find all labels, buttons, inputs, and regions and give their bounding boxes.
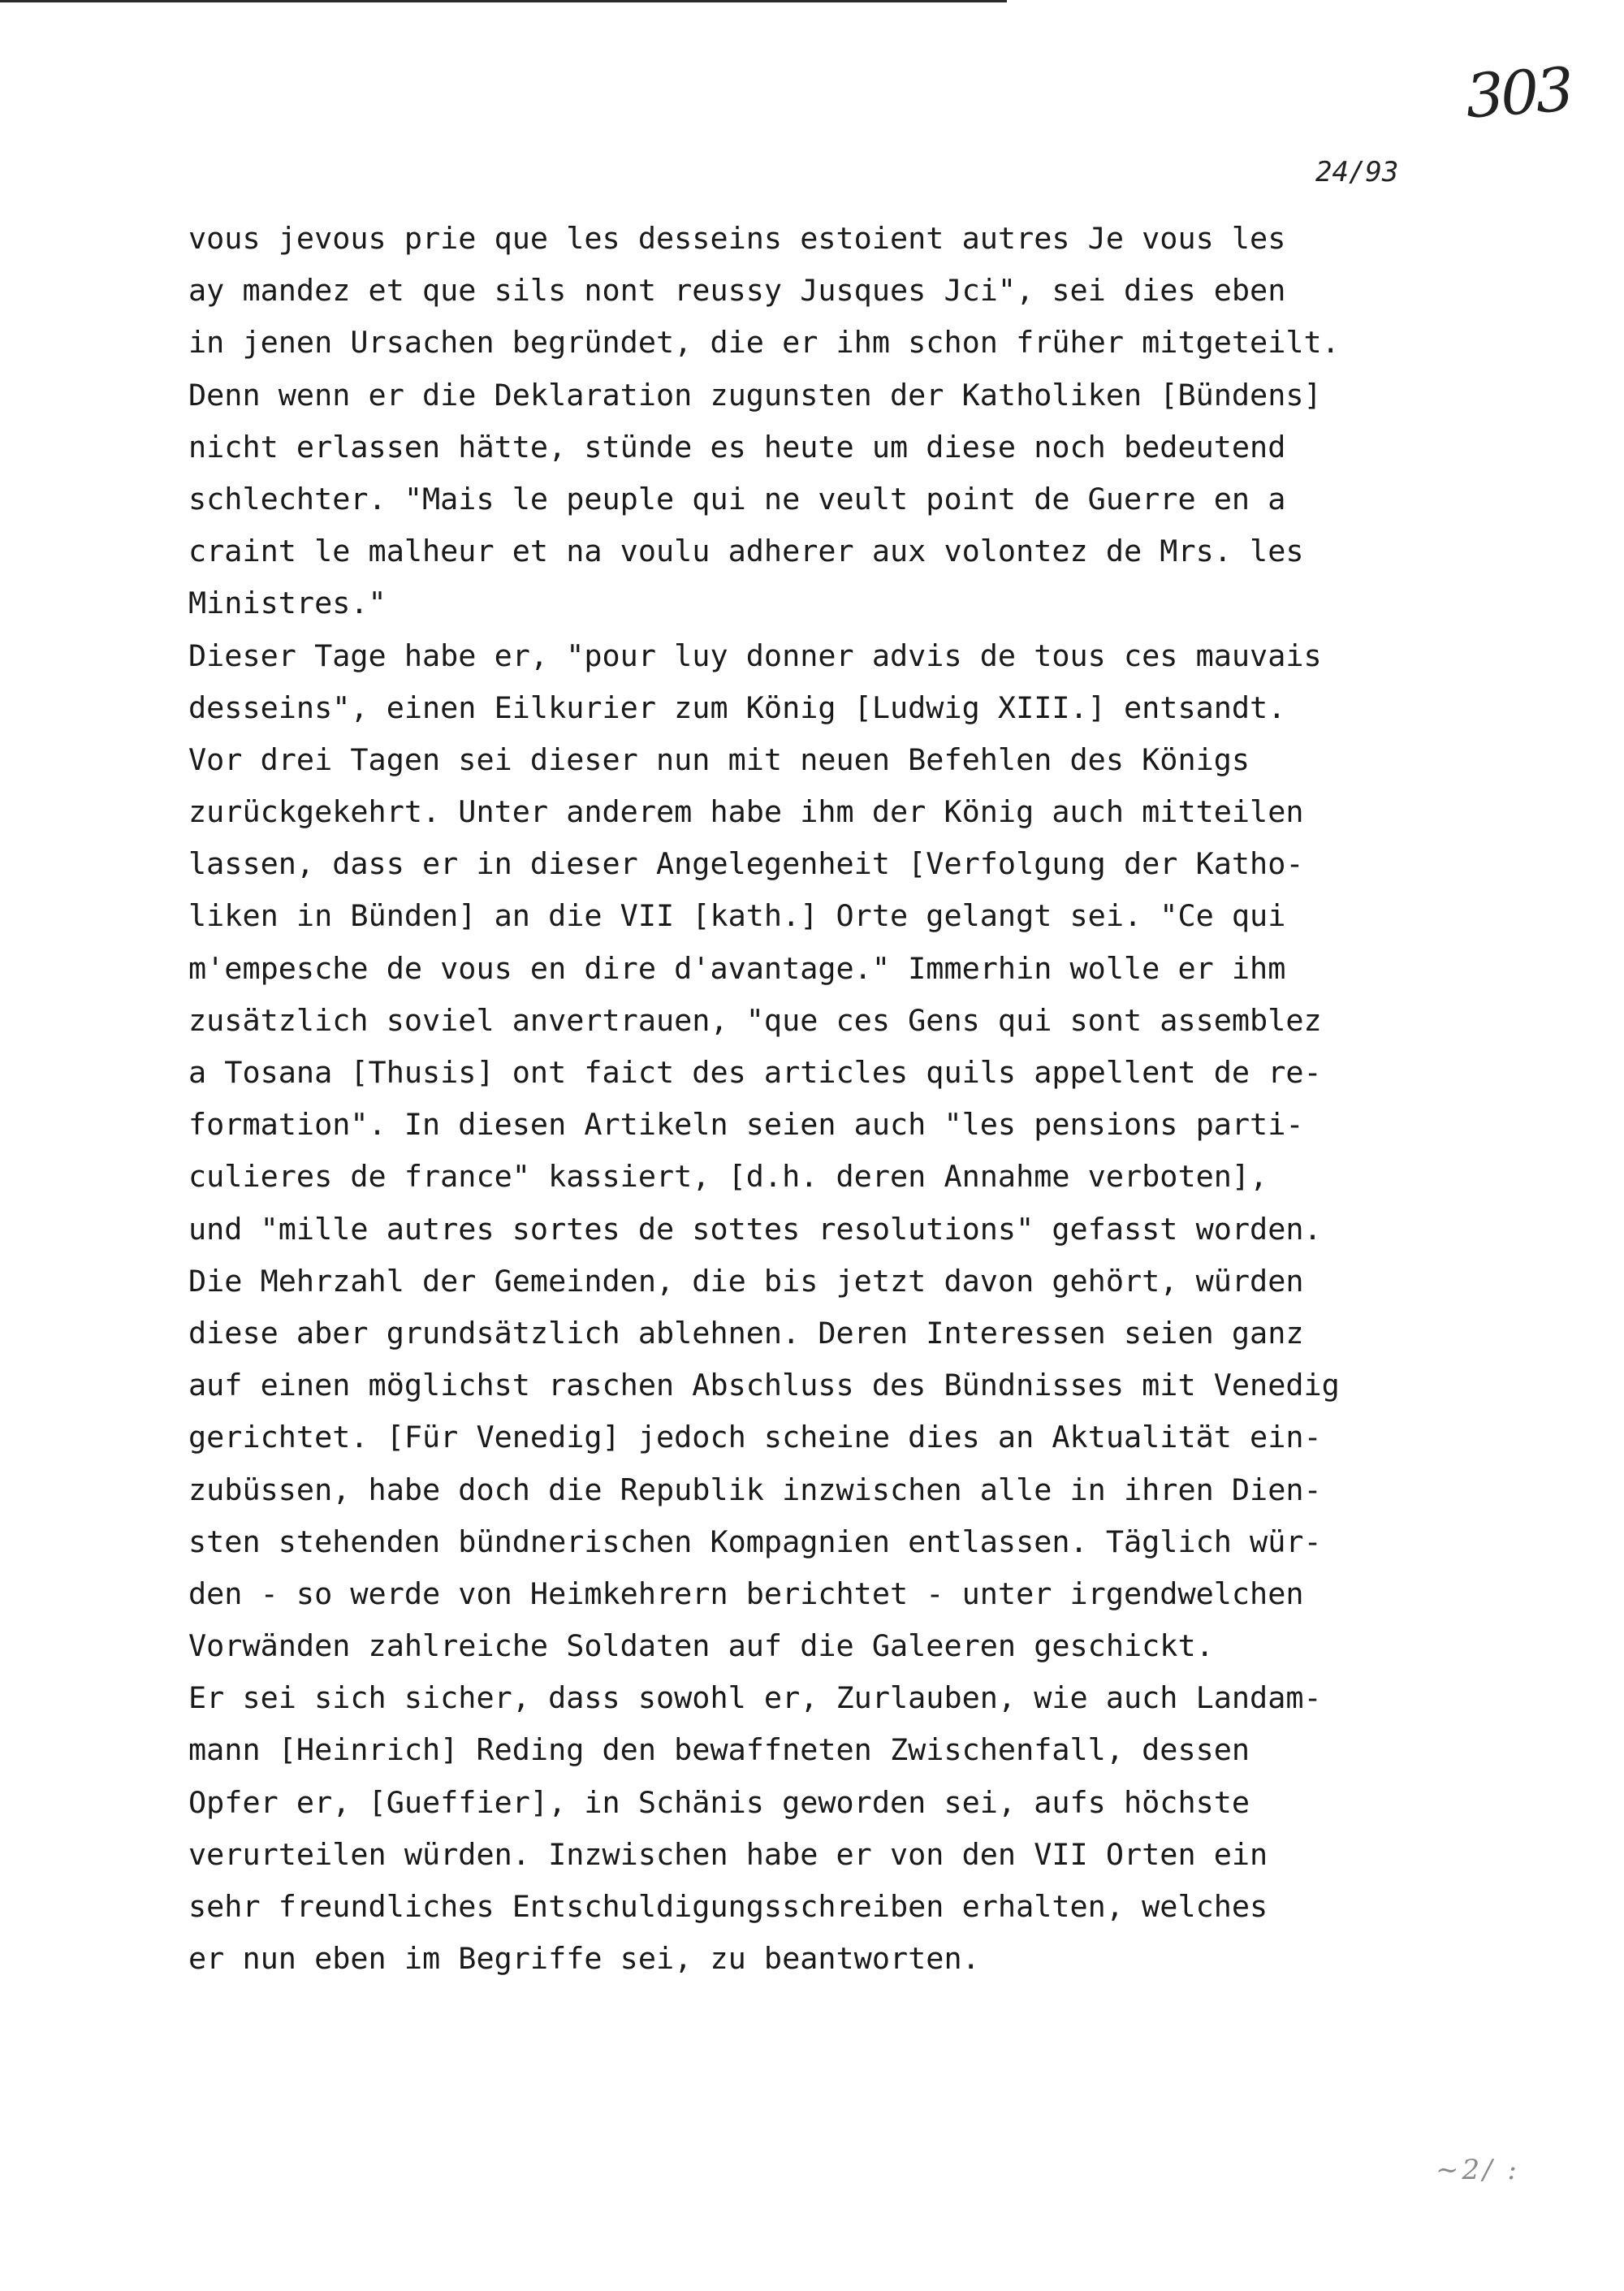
- text-line: Die Mehrzahl der Gemeinden, die bis jetzt davon gehört, würden: [188, 1263, 1304, 1299]
- text-line: zurückgekehrt. Unter anderem habe ihm der König auch mitteilen: [188, 794, 1304, 830]
- text-line: schlechter. "Mais le peuple qui ne veult point de Guerre en a: [188, 481, 1286, 517]
- text-line: Vorwänden zahlreiche Soldaten auf die Galeeren geschickt.: [188, 1628, 1214, 1664]
- text-line: liken in Bünden] an die VII [kath.] Orte gelangt sei. "Ce qui: [188, 898, 1286, 934]
- body-text: [188, 213, 1455, 1985]
- text-line: Vor drei Tagen sei dieser nun mit neuen Befehlen des Königs: [188, 741, 1250, 777]
- text-line: zusätzlich soviel anvertrauen, "que ces Gens qui sont assemblez: [188, 1002, 1322, 1038]
- text-line: Dieser Tage habe er, "pour luy donner advis de tous ces mauvais: [188, 638, 1322, 673]
- text-line: mann [Heinrich] Reding den bewaffneten Zwischenfall, dessen: [188, 1732, 1250, 1768]
- text-line: gerichtet. [Für Venedig] jedoch scheine dies an Aktualität ein-: [188, 1420, 1322, 1455]
- text-line: craint le malheur et na voulu adherer aux volontez de Mrs. les: [188, 534, 1304, 569]
- text-line: in jenen Ursachen begründet, die er ihm schon früher mitgeteilt.: [188, 325, 1340, 361]
- text-line: m'empesche de vous en dire d'avantage." Immerhin wolle er ihm: [188, 950, 1286, 986]
- text-line: Ministres.": [188, 586, 387, 621]
- text-line: formation". In diesen Artikeln seien auch "les pensions parti-: [188, 1107, 1304, 1143]
- scan-edge-line: [0, 0, 1007, 2]
- text-line: Denn wenn er die Deklaration zugunsten der Katholiken [Bündens]: [188, 377, 1322, 413]
- text-line: vous jevous prie que les desseins estoient autres Je vous les: [188, 221, 1286, 256]
- page-number: 24/93: [1315, 156, 1399, 188]
- text-line: verurteilen würden. Inzwischen habe er von den VII Orten ein: [188, 1836, 1268, 1872]
- text-line: diese aber grundsätzlich ablehnen. Deren Interessen seien ganz: [188, 1315, 1304, 1351]
- text-line: a Tosana [Thusis] ont faict des articles quils appellent de re-: [188, 1055, 1322, 1090]
- handwritten-corner-mark: ~2/ :: [1436, 2154, 1520, 2186]
- text-line: er nun eben im Begriffe sei, zu beantworten.: [188, 1941, 980, 1977]
- text-line: und "mille autres sortes de sottes resolutions" gefasst worden.: [188, 1211, 1322, 1247]
- text-line: Opfer er, [Gueffier], in Schänis geworden sei, aufs höchste: [188, 1784, 1250, 1820]
- text-line: ay mandez et que sils nont reussy Jusques Jci", sei dies eben: [188, 273, 1286, 309]
- text-line: lassen, dass er in dieser Angelegenheit [Verfolgung der Katho-: [188, 846, 1304, 882]
- text-line: desseins", einen Eilkurier zum König [Ludwig XIII.] entsandt.: [188, 689, 1286, 725]
- text-line: zubüssen, habe doch die Republik inzwischen alle in ihren Dien-: [188, 1472, 1322, 1507]
- text-line: sten stehenden bündnerischen Kompagnien entlassen. Täglich wür-: [188, 1524, 1322, 1559]
- text-line: sehr freundliches Entschuldigungsschreiben erhalten, welches: [188, 1889, 1268, 1924]
- text-line: auf einen möglichst raschen Abschluss des Bündnisses mit Venedig: [188, 1368, 1340, 1403]
- text-line: culieres de france" kassiert, [d.h. deren Annahme verboten],: [188, 1159, 1268, 1195]
- text-line: Er sei sich sicher, dass sowohl er, Zurlauben, wie auch Landam-: [188, 1680, 1322, 1716]
- text-line: nicht erlassen hätte, stünde es heute um diese noch bedeutend: [188, 429, 1286, 465]
- text-line: den - so werde von Heimkehrern berichtet - unter irgendwelchen: [188, 1576, 1304, 1611]
- handwritten-folio-number: 303: [1463, 54, 1574, 132]
